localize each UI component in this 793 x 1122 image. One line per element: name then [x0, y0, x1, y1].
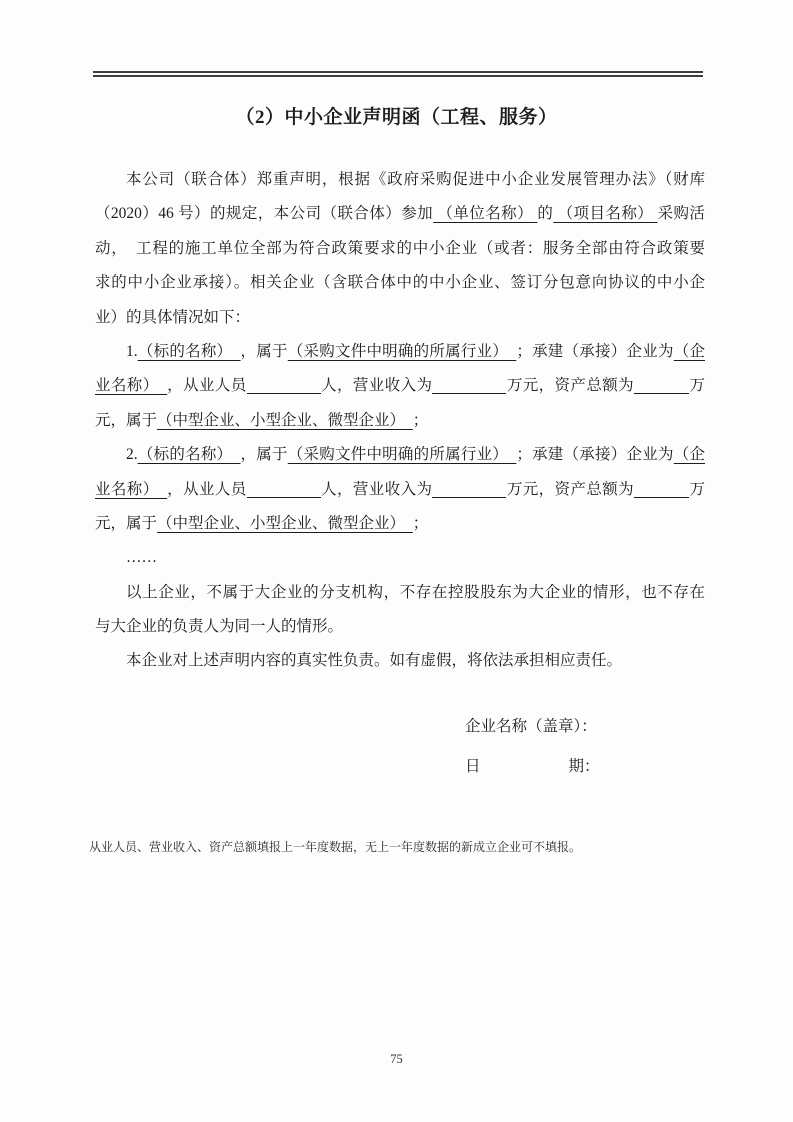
text-line — [95, 266, 705, 300]
text-segment: 以上企业，不属于大企业的分支机构，不存在控股股东为大企业的情形，也不存在 — [126, 583, 705, 601]
text-segment: 与大企业的负责人为同一人的情形。 — [95, 618, 344, 636]
text-segment: 求的中小企业承接）。相关企业（含联合体中的中小企业、签订分包意向协议的中小企 — [95, 274, 705, 292]
date-label — [465, 747, 705, 787]
paragraph-intro — [95, 163, 705, 335]
text-line — [95, 473, 705, 507]
text-segment: 1. — [126, 342, 138, 360]
text-segment: 业）的具体情况如下： — [95, 308, 251, 326]
text-segment: 元，属于 — [95, 514, 158, 532]
blank-fill-field — [634, 485, 689, 498]
paragraph-responsibility — [95, 644, 705, 678]
text-segment: 人，营业收入为 — [320, 480, 433, 498]
text-line — [95, 507, 705, 541]
text-segment: 万 — [689, 377, 705, 395]
company-name-seal-label: 企业名称（盖章）： — [465, 717, 597, 735]
paragraph-ellipsis — [95, 541, 705, 575]
underlined-placeholder: （标的名称） — [137, 446, 241, 464]
text-segment: ，从业人员 — [167, 377, 247, 395]
paragraph-item-2 — [95, 438, 705, 541]
underlined-placeholder: （项目名称） — [553, 205, 658, 223]
text-segment: ，从业人员 — [167, 480, 247, 498]
date-label-left: 日 — [465, 757, 481, 775]
blank-fill-field — [634, 381, 689, 394]
text-segment: ； — [412, 411, 429, 429]
document-title: （2）中小企业声明函（工程、服务） — [235, 107, 558, 128]
text-segment: ； — [412, 514, 429, 532]
text-segment: （2020）46 号）的规定，本公司（联合体）参加 — [95, 205, 434, 223]
text-line — [95, 163, 705, 197]
text-line — [95, 335, 705, 369]
underlined-placeholder: （企 — [673, 446, 705, 464]
document-body — [95, 163, 705, 787]
text-segment: 采购活 — [657, 205, 705, 223]
text-line — [95, 610, 705, 644]
text-segment: ；承建（承接）企业为 — [516, 342, 674, 360]
blank-fill-field — [247, 381, 321, 394]
date-label-right: 期： — [568, 757, 600, 775]
text-line — [95, 438, 705, 472]
blank-fill-field — [432, 381, 506, 394]
text-line — [95, 541, 705, 575]
page-number: 75 — [390, 1052, 403, 1066]
blank-fill-field — [432, 485, 506, 498]
text-line — [95, 404, 705, 438]
text-line — [95, 576, 705, 610]
underlined-placeholder: （中型企业、小型企业、微型企业） — [157, 411, 413, 429]
blank-fill-field — [247, 485, 321, 498]
paragraph-no-affiliation — [95, 576, 705, 645]
underlined-placeholder: （采购文件中明确的所属行业） — [287, 446, 517, 464]
text-segment: 元，属于 — [95, 411, 158, 429]
text-line — [95, 197, 705, 231]
text-segment: ；承建（承接）企业为 — [516, 446, 674, 464]
underlined-placeholder: （单位名称） — [433, 205, 538, 223]
text-segment: 的 — [537, 205, 554, 223]
text-segment: 万元，资产总额为 — [506, 377, 635, 395]
signature-block — [95, 707, 705, 787]
text-segment: 万 — [689, 480, 705, 498]
text-line — [95, 644, 705, 678]
text-line — [95, 301, 705, 335]
text-line — [95, 369, 705, 403]
text-segment: 2. — [126, 446, 138, 464]
text-segment: 人，营业收入为 — [320, 377, 433, 395]
text-segment: ，属于 — [240, 446, 288, 464]
paragraph-item-1 — [95, 335, 705, 438]
text-segment: 本企业对上述声明内容的真实性负责。如有虚假，将依法承担相应责任。 — [126, 652, 623, 670]
text-segment: 本公司（联合体）郑重声明，根据《政府采购促进中小企业发展管理办法》（财库 — [126, 171, 705, 188]
underlined-placeholder: （中型企业、小型企业、微型企业） — [157, 514, 413, 532]
underlined-placeholder: （企 — [673, 342, 705, 360]
header-double-rule — [93, 71, 703, 77]
text-segment: ，属于 — [240, 342, 288, 360]
text-segment: …… — [126, 549, 157, 567]
underlined-placeholder: （标的名称） — [137, 342, 241, 360]
footnote-text: 从业人员、营业收入、资产总额填报上一年度数据，无上一年度数据的新成立企业可不填报。 — [89, 840, 582, 854]
text-segment: 动， 工程的施工单位全部为符合政策要求的中小企业（或者：服务全部由符合政策要 — [95, 239, 705, 257]
underlined-placeholder: 业名称） — [95, 377, 168, 395]
underlined-placeholder: （采购文件中明确的所属行业） — [287, 342, 517, 360]
text-segment: 万元，资产总额为 — [506, 480, 635, 498]
text-line — [95, 232, 705, 266]
underlined-placeholder: 业名称） — [95, 480, 168, 498]
